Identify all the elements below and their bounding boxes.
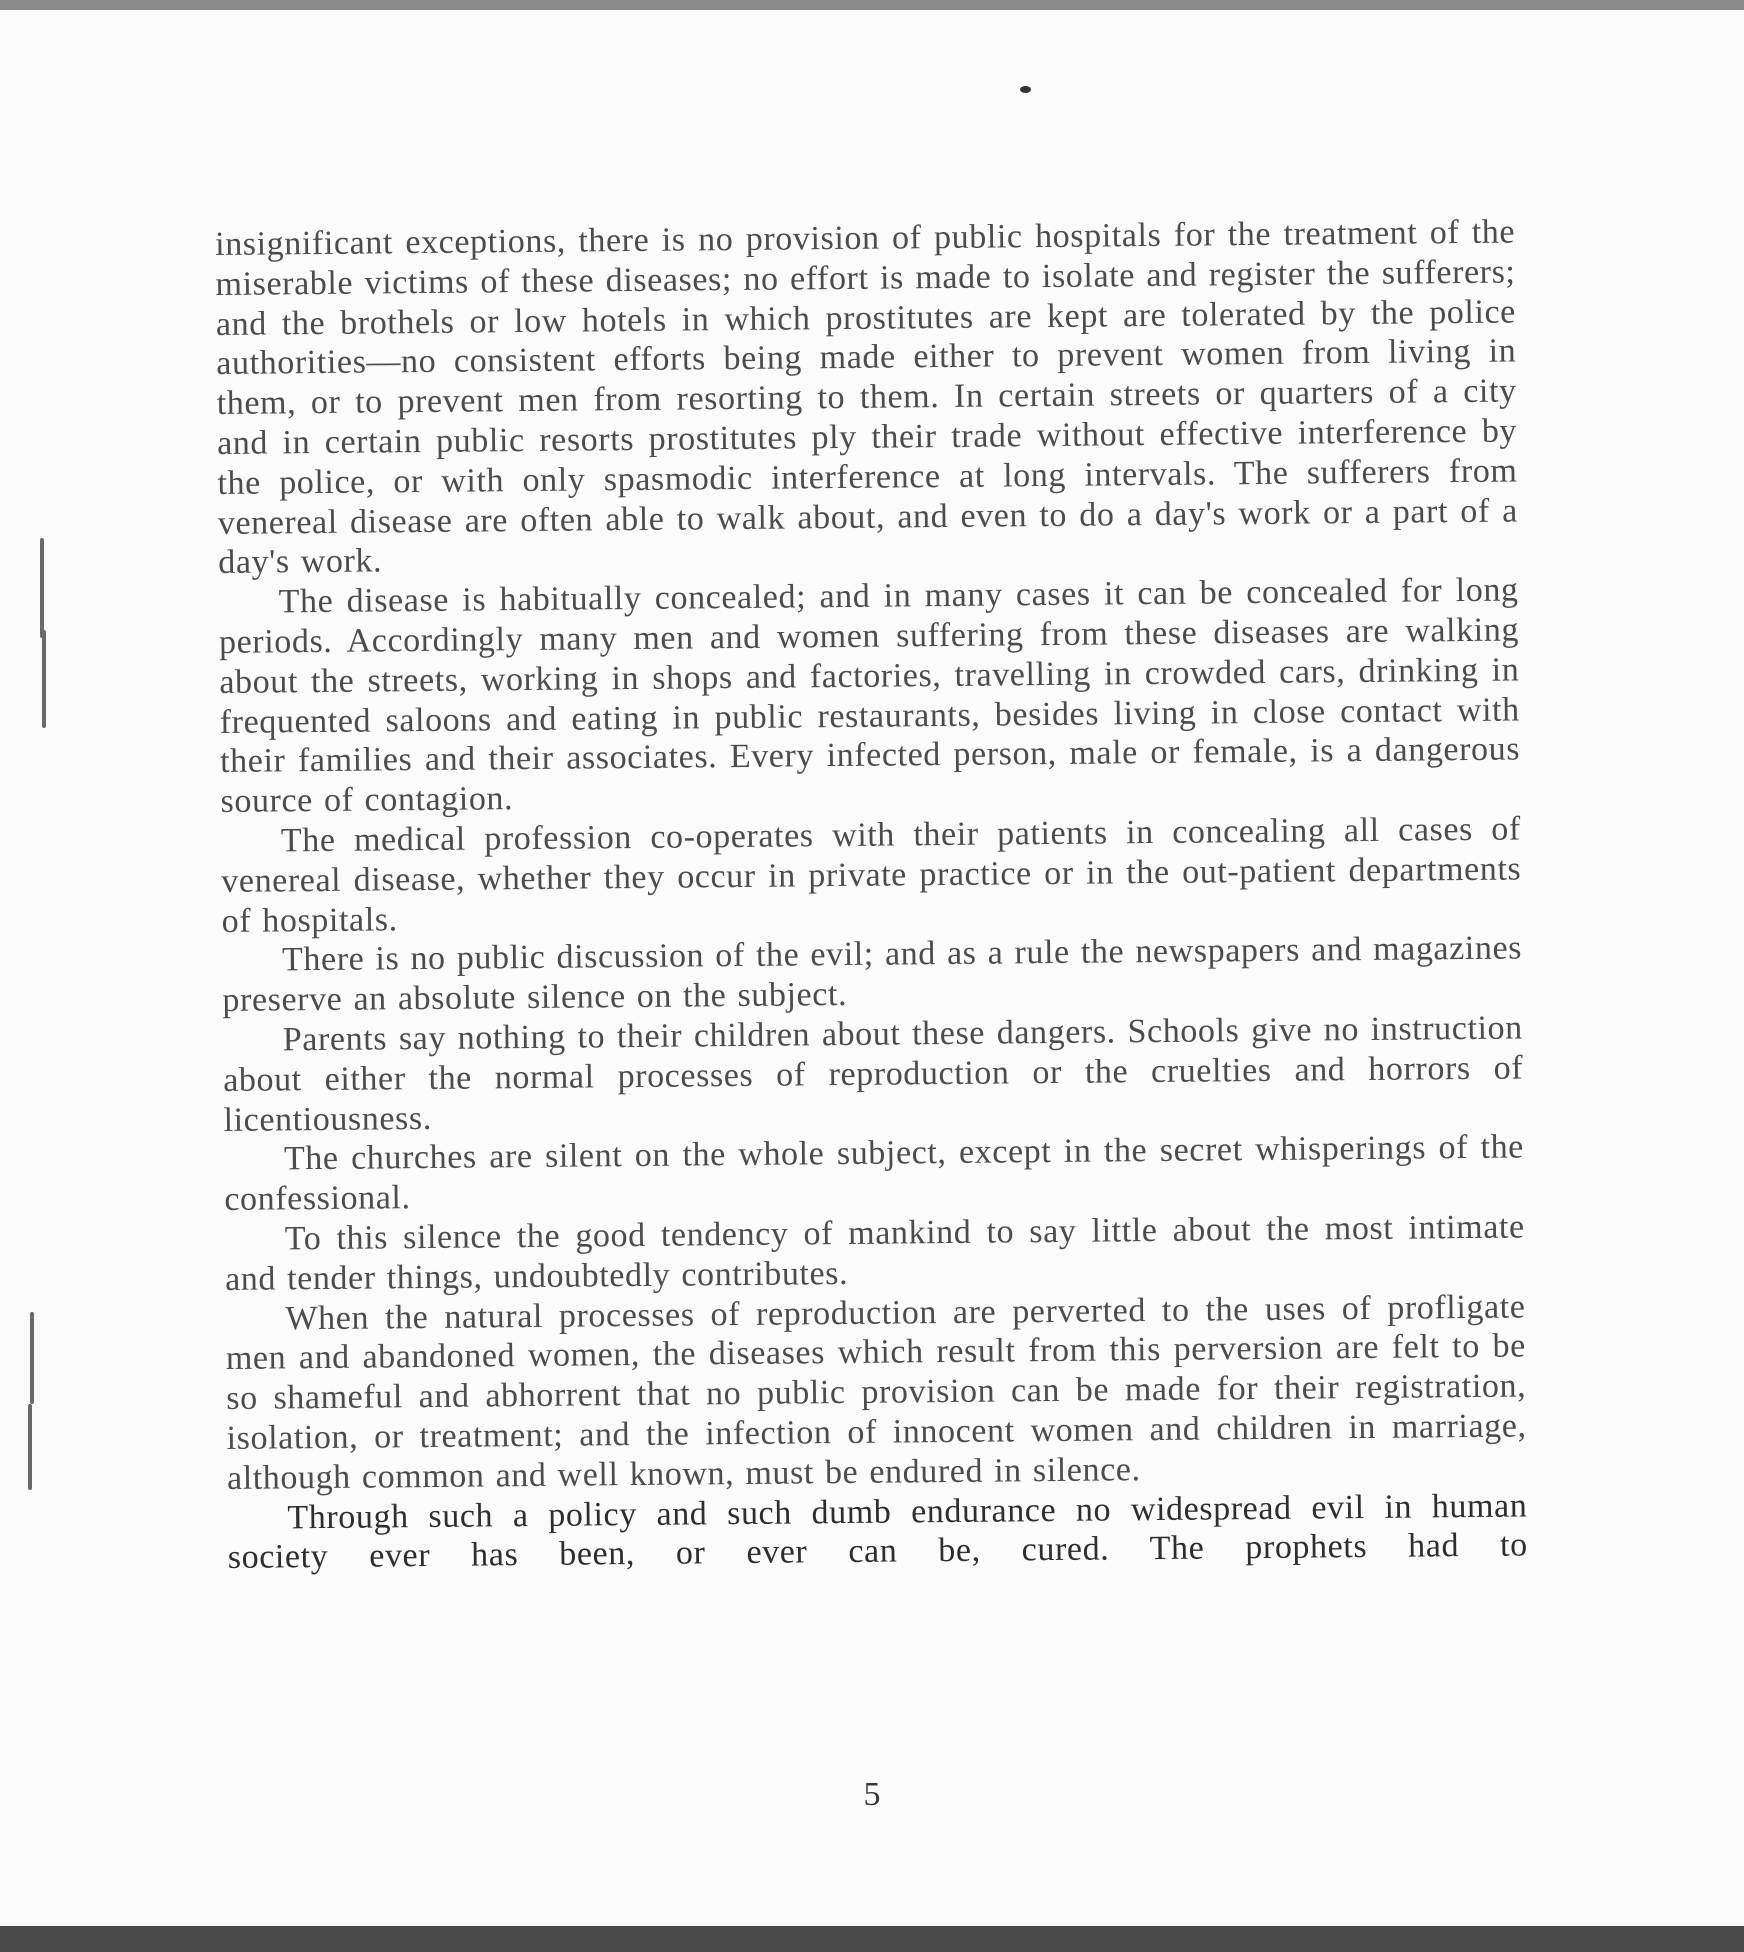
- paragraph-9: Through such a policy and such dumb endurance no widespread evil in human society ever has been, or ever can be, cured. The prophets had to: [227, 1486, 1528, 1577]
- paragraph-4: There is no public discussion of the evil; and as a rule the newspapers and magazines preserve an absolute silence on the subject.: [222, 929, 1523, 1020]
- paragraph-1: insignificant exceptions, there is no provision of public hospitals for the treatment of the miserable victims of these diseases; no effort is made to isolate and register the sufferers; and the brothels or low hotels in which prostitutes are kept are tolerated by the police authorities—no consistent efforts being made either to prevent women from living in them, or to prevent men from resorting to them. In certain streets or quarters of a city and in certain public resorts prostitutes ply their trade without effective interference by the police, or with only spasmodic interference at long intervals. The sufferers from venereal disease are often able to walk about, and even to do a day's work or a part of a day's work.: [215, 213, 1518, 582]
- scan-speck: [1020, 86, 1031, 93]
- body-text: [215, 213, 1530, 1755]
- paragraph-3: The medical profession co-operates with their patients in concealing all cases of venereal disease, whether they occur in private practice or in the out-patient departments of hospitals.: [221, 810, 1522, 940]
- binding-mark: [30, 1312, 34, 1404]
- page-number: 5: [863, 1776, 881, 1813]
- paragraph-7: To this silence the good tendency of mankind to say little about the most intimate and tender things, undoubtedly contributes.: [224, 1208, 1525, 1298]
- binding-mark: [28, 1404, 32, 1490]
- paragraph-6: The churches are silent on the whole subject, except in the secret whisperings of the confessional.: [224, 1128, 1525, 1219]
- binding-mark: [42, 630, 46, 728]
- paragraph-2: The disease is habitually concealed; and in many cases it can be concealed for long periods. Accordingly many men and women suffering from these diseases are walking about the streets, working in shops and factories, travelling in crowded cars, drinking in frequented saloons and eating in public restaurants, besides living in close contact with their families and their associates. Every infected person, male or female, is a dangerous source of contagion.: [218, 571, 1521, 821]
- paragraph-8: When the natural processes of reproduction are perverted to the uses of profligate men and abandoned women, the diseases which result from this perversion are felt to be so shameful and abhorrent that no public provision can be made for their registration, isolation, or treatment; and the infection of innocent women and children in marriage, although common and well known, must be endured in silence.: [225, 1287, 1527, 1497]
- binding-mark: [40, 538, 44, 638]
- paragraph-5: Parents say nothing to their children about these dangers. Schools give no instruction about either the normal processes of reproduction or the cruelties and horrors of licentiousness.: [223, 1009, 1524, 1139]
